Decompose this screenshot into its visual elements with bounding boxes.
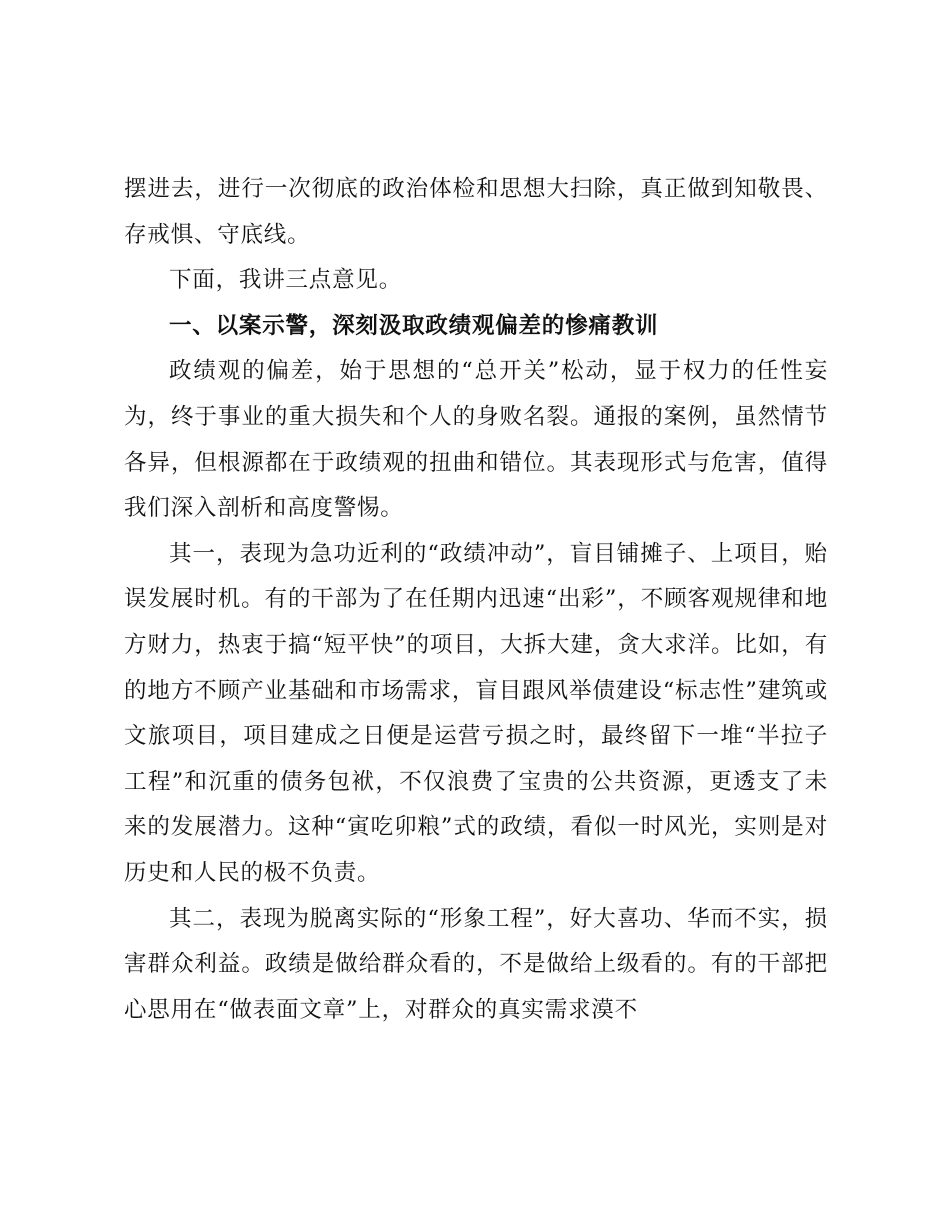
body-paragraph: 其二，表现为脱离实际的“形象工程”，好大喜功、华而不实，损害群众利益。政绩是做给群众看的，不是做给上级看的。有的干部把心思用在“做表面文章”上，对群众的真实需求漠不 — [124, 905, 828, 1023]
section-heading: 一、以案示警，深刻汲取政绩观偏差的惨痛教训 — [169, 312, 659, 339]
body-paragraph: 政绩观的偏差，始于思想的“总开关”松动，显于权力的任性妄为，终于事业的重大损失和个人的身败名裂。通报的案例，虽然情节各异，但根源都在于政绩观的扭曲和错位。其表现形式与危害，值得我们深入剖析和高度警惕。 — [124, 358, 828, 522]
body-paragraph: 摆进去，进行一次彻底的政治体检和思想大扫除，真正做到知敬畏、存戒惧、守底线。 — [124, 176, 828, 248]
document-page — [124, 167, 828, 1033]
body-paragraph: 其一，表现为急功近利的“政绩冲动”，盲目铺摊子、上项目，贻误发展时机。有的干部为了在任期内迅速“出彩”，不顾客观规律和地方财力，热衷于搞“短平快”的项目，大拆大建，贪大求洋。比如，有的地方不顾产业基础和市场需求，盲目跟风举债建设“标志性”建筑或文旅项目，项目建成之日便是运营亏损之时，最终留下一堆“半拉子工程”和沉重的债务包袱，不仅浪费了宝贵的公共资源，更透支了未来的发展潜力。这种“寅吃卯粮”式的政绩，看似一时风光，实则是对历史和人民的极不负责。 — [124, 540, 828, 886]
body-paragraph: 下面，我讲三点意见。 — [169, 267, 403, 294]
